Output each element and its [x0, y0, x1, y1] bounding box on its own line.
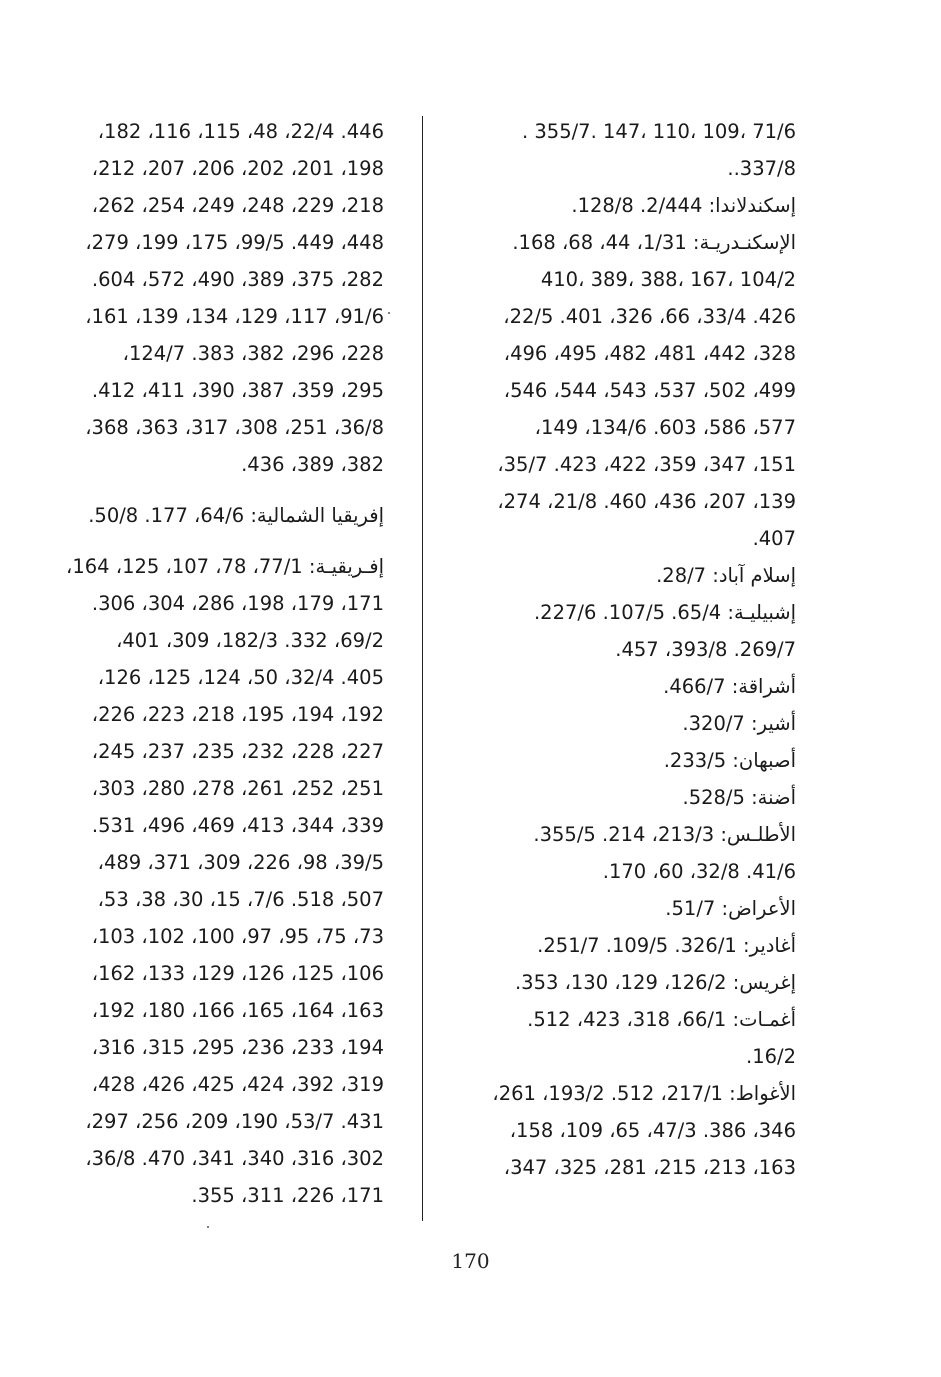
index-line: 405. 32/4، 50، 124، 125، 126، [97, 666, 384, 689]
index-line: 171، 179، 198، 286، 304، 306. [91, 592, 384, 615]
index-entry: الإسكنـدريـة: 1/31، 44، 68، 168. [512, 231, 796, 254]
index-line: 163، 213، 215، 281، 325، 347، [503, 1156, 796, 1179]
index-entry: أغادير: 326/1. 109/5. 251/7. [537, 934, 796, 957]
index-entry: الأغواط: 217/1، 512. 193/2، 261، [492, 1082, 796, 1105]
index-entry: الأعراض: 51/7. [665, 897, 796, 920]
index-line: 71/6 ،109 ،110 ،147 .355/7 . [521, 120, 796, 143]
index-line: 499، 502، 537، 543، 544، 546، [503, 379, 796, 402]
index-line: 192، 194، 195، 218، 223، 226، [91, 703, 384, 726]
index-entry: أصبهان: 233/5. [663, 749, 796, 772]
index-line: 163، 164، 165، 166، 180، 192، [91, 999, 384, 1022]
index-line: 507، 518. 7/6، 15، 30، 38، 53، [97, 888, 384, 911]
index-line: 69/2، 332. 182/3، 309، 401، [116, 629, 384, 652]
index-entry: إشبيليـة: 65/4. 107/5. 227/6. [533, 601, 796, 624]
index-line: 151، 347، 359، 422، 423. 35/7، [497, 453, 796, 476]
index-line: 382، 389، 436. [241, 453, 384, 476]
page-number: 170 [451, 1249, 490, 1273]
index-entry: أضنة: 528/5. [682, 786, 796, 809]
index-line: 16/2. [746, 1045, 796, 1068]
index-entry: الأطلـس: 213/3، 214. 355/5. [533, 823, 796, 846]
index-line: 228، 296، 382، 383. 124/7، [122, 342, 384, 365]
index-line: 448، 449. 99/5، 175، 199، 279، [85, 231, 384, 254]
ink-speck [388, 312, 390, 314]
index-line: 73، 75، 95، 97، 100، 102، 103، [91, 925, 384, 948]
index-line: 91/6، 117، 129، 134، 139، 161، [85, 305, 384, 328]
index-line: 269/7. 393/8، 457. [615, 638, 796, 661]
index-entry: إسكندلاندا: 2/444. 128/8. [571, 194, 796, 217]
index-line: 328، 442، 481، 482، 495، 496، [503, 342, 796, 365]
index-line: 426. 33/4، 66، 326، 401. 22/5، [503, 305, 796, 328]
index-line: 339، 344، 413، 469، 496، 531. [91, 814, 384, 837]
index-entry: أشراقة: 466/7. [663, 675, 796, 698]
index-line: 194، 233، 236، 295، 315، 316، [91, 1036, 384, 1059]
index-line: 39/5، 98، 226، 309، 371، 489، [97, 851, 384, 874]
index-line: 41/6. 32/8، 60، 170. [602, 860, 796, 883]
index-line: 577، 586، 603. 134/6، 149، [534, 416, 796, 439]
index-line: 36/8، 251، 308، 317، 363، 368، [85, 416, 384, 439]
left-column [44, 113, 384, 1214]
index-line: 106، 125، 126، 129، 133، 162، [91, 962, 384, 985]
index-line: 171، 226، 311، 355. [191, 1184, 384, 1207]
index-line: 346، 386. 47/3، 65، 109، 158، [509, 1119, 796, 1142]
index-line: 337/8.. [727, 157, 796, 180]
ink-speck [207, 1226, 209, 1228]
index-line: 407. [752, 527, 796, 550]
index-entry: أغمـات: 66/1، 318، 423، 512. [527, 1008, 796, 1031]
index-entry: أشير: 320/7. [682, 712, 796, 735]
index-line: 319، 392، 424، 425، 426، 428، [91, 1073, 384, 1096]
index-line: 431. 53/7، 190، 209، 256، 297، [85, 1110, 384, 1133]
column-divider [422, 116, 423, 1221]
index-line: 227، 228، 232، 235، 237، 245، [91, 740, 384, 763]
index-entry: إفـريقيـة: 77/1، 78، 107، 125، 164، [66, 555, 384, 578]
index-line: 282، 375، 389، 490، 572، 604. [91, 268, 384, 291]
index-entry: إسلام آباد: 28/7. [656, 564, 796, 587]
index-line: 251، 252، 261، 278، 280، 303، [91, 777, 384, 800]
index-line: 302، 316، 340، 341، 470. 36/8، [85, 1147, 384, 1170]
index-line: 218، 229، 248، 249، 254، 262، [91, 194, 384, 217]
index-entry: إغريس: 126/2، 129، 130، 353. [514, 971, 796, 994]
index-line: 104/2 ،167 ،388 ،389 ،410 [540, 268, 796, 291]
index-line: 446. 22/4، 48، 115، 116، 182، [97, 120, 384, 143]
index-line: 295، 359، 387، 390، 411، 412. [91, 379, 384, 402]
index-line: 139، 207، 436، 460. 21/8، 274، [497, 490, 796, 513]
right-column [432, 113, 796, 1186]
index-entry: إفريقيا الشمالية: 64/6، 177. 50/8. [88, 504, 384, 527]
index-line: 198، 201، 202، 206، 207، 212، [91, 157, 384, 180]
